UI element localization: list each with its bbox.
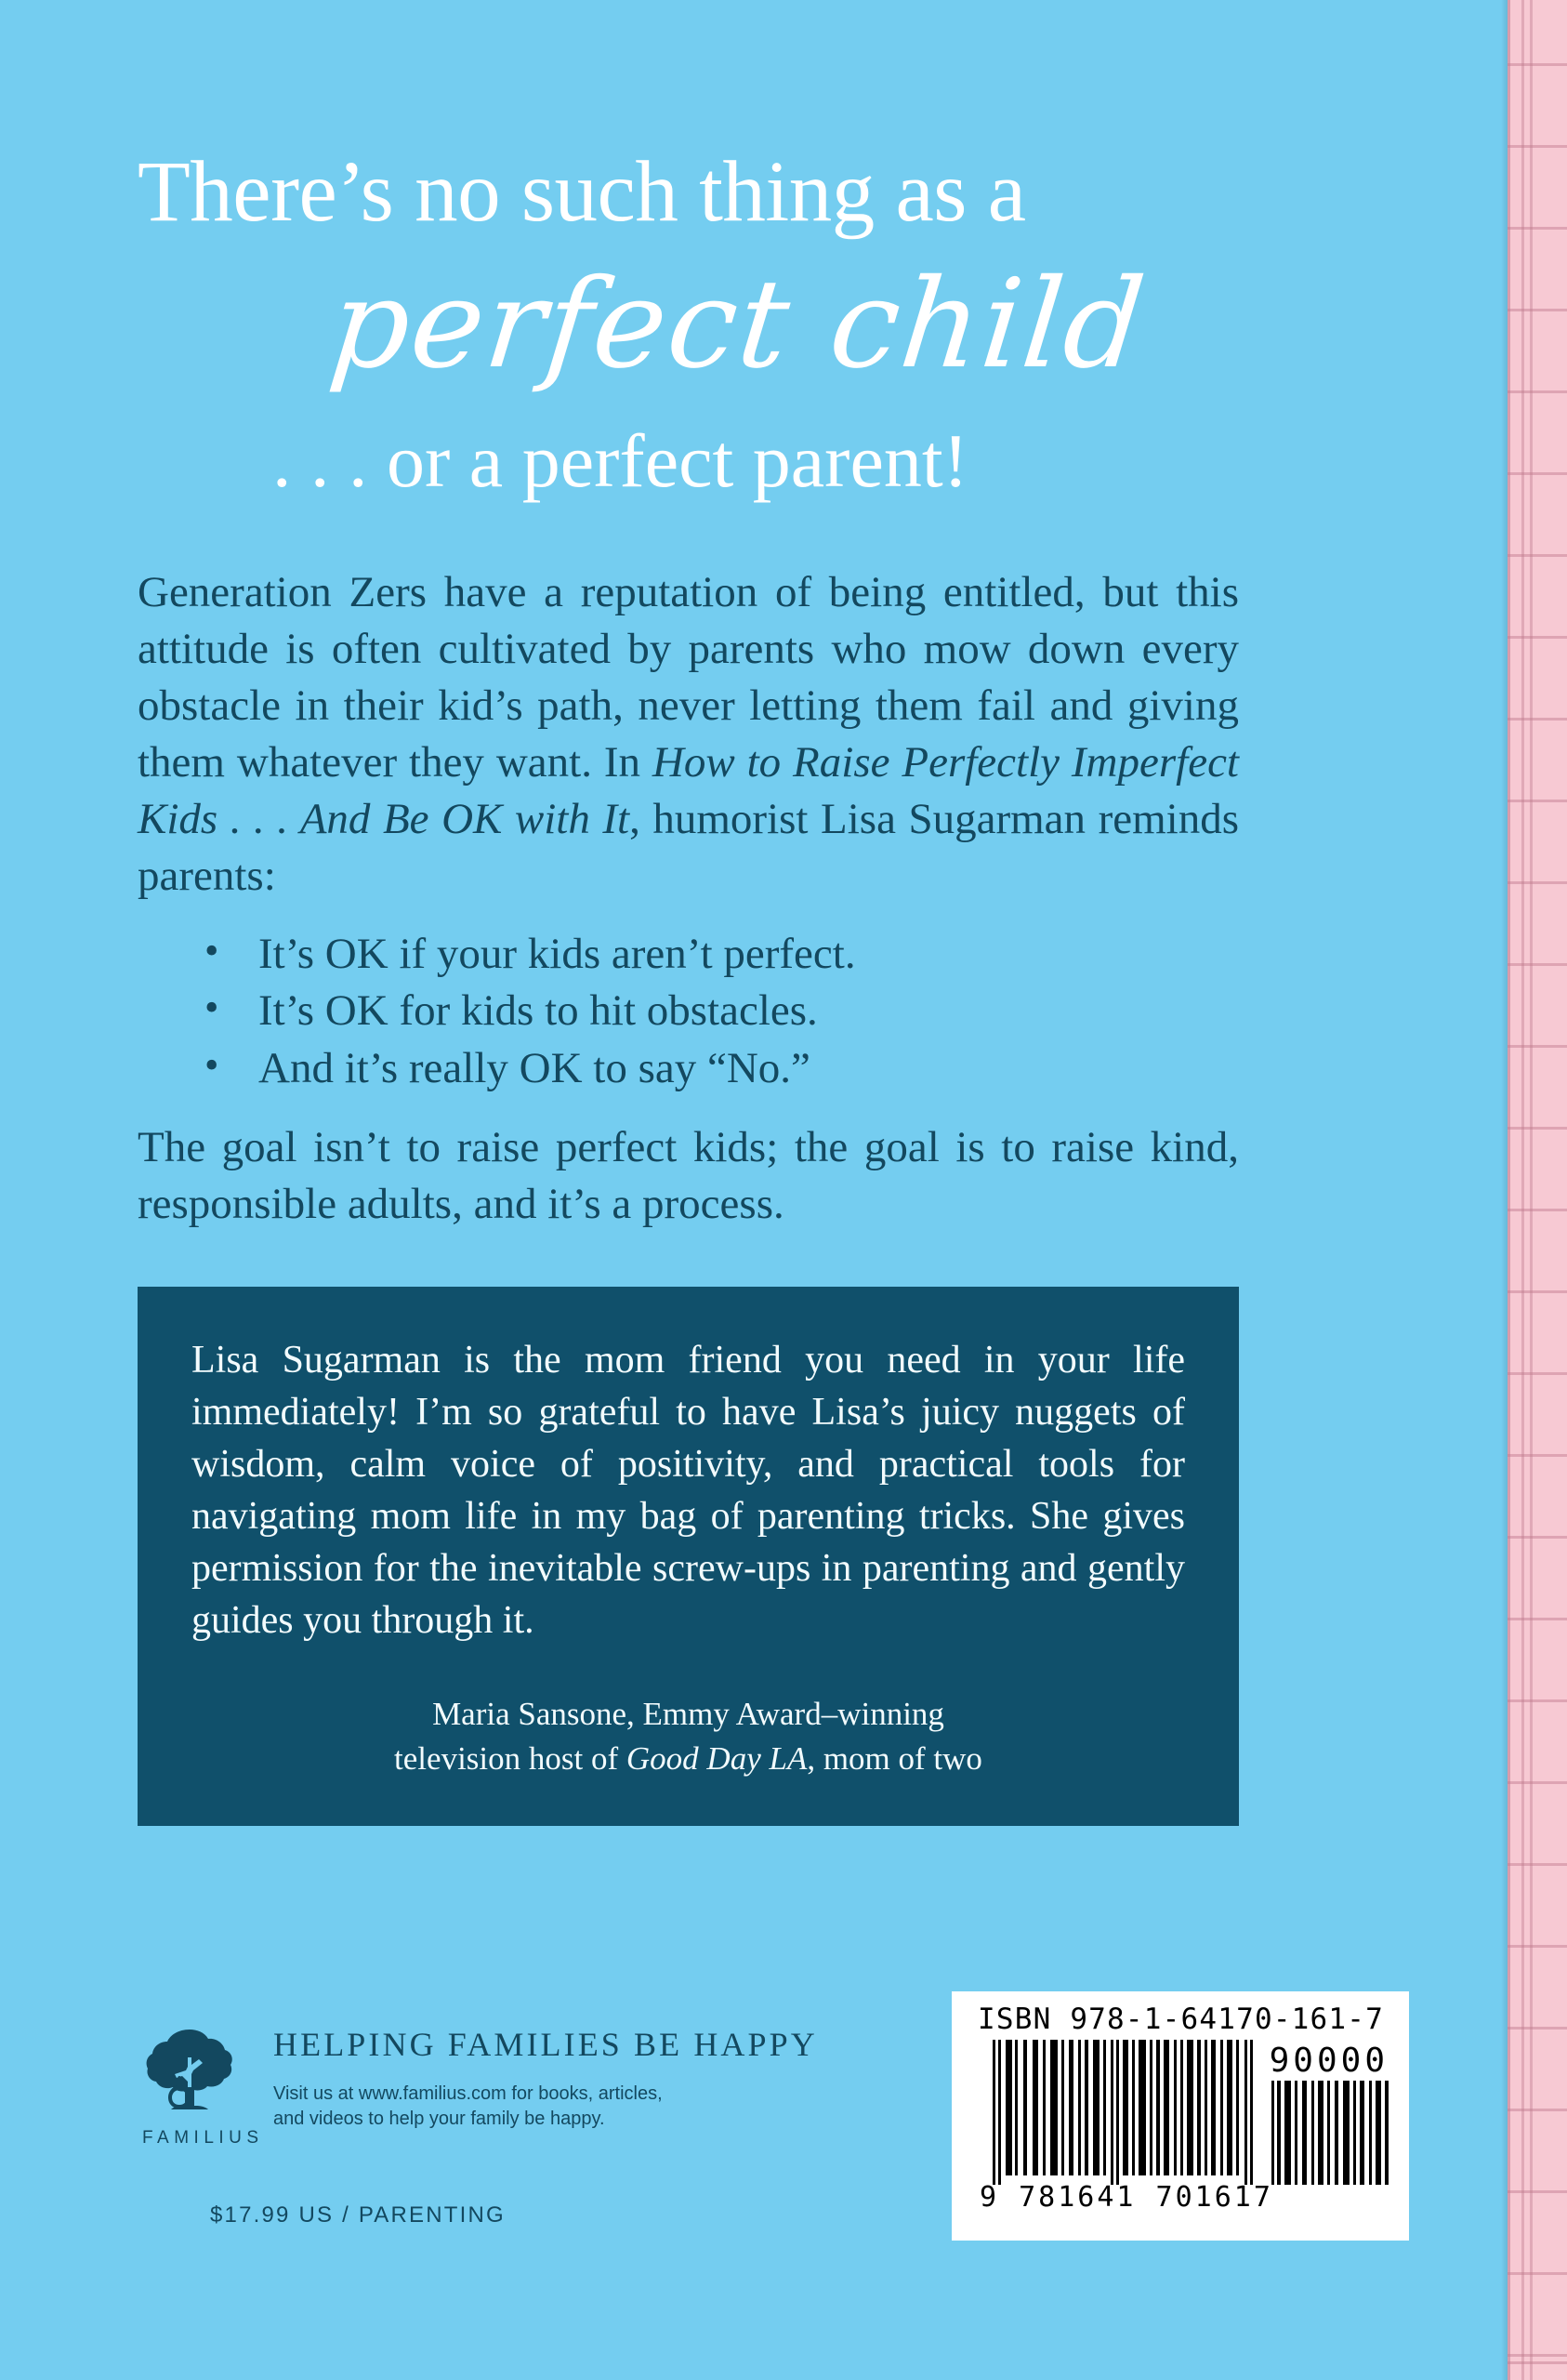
list-item: • It’s OK for kids to hit obstacles. (204, 983, 1239, 1040)
body-copy-block (138, 564, 1239, 1233)
testimonial-quote: Lisa Sugarman is the mom friend you need in your life immediately! I’m so grateful to have Lisa’s juicy nuggets of wisdom, calm voice of positivity, and practical tools for navigating mom life in my bag of parenting tricks. She gives permission for the inevitable screw-ups in parenting and gently guides you through it. (191, 1339, 1185, 1642)
body-paragraph-closing: The goal isn’t to raise perfect kids; the goal is to raise kind, responsible adults, and it’s a process. (138, 1123, 1239, 1229)
ean13-bars (993, 2040, 1255, 2185)
publisher-visit-text: Visit us at www.familius.com for books, articles, and videos to help your family be happy. (273, 2083, 663, 2129)
tree-with-tire-swing-icon (141, 2026, 238, 2122)
body-paragraph-intro (138, 564, 1239, 906)
book-title-italic: How to Raise Perfectly Imperfect Kids . . . And Be OK with It (138, 738, 1239, 844)
list-item: • It’s OK if your kids aren’t perfect. (204, 926, 1239, 984)
barcode-ean-number: 9 781641 701617 (980, 2181, 1273, 2214)
attribution-role-pre: television host of (394, 1739, 626, 1777)
isbn-number-text: ISBN 978-1-64170-161-7 (978, 2003, 1384, 2036)
publisher-text (273, 2022, 818, 2132)
testimonial-box (138, 1287, 1239, 1826)
publisher-block (138, 2022, 818, 2149)
testimonial-attribution (191, 1692, 1185, 1782)
barcode-addon-number: 90000 (1269, 2042, 1389, 2080)
bullet-list (138, 926, 1239, 1098)
front-cover-pink-grid-edge (1508, 0, 1567, 2380)
price-and-category: $17.99 US / PARENTING (210, 2202, 506, 2228)
body-text-part-2: , humorist Lisa Sugarman reminds parents: (138, 795, 1239, 901)
attribution-role-post: , mom of two (807, 1739, 982, 1777)
familius-logo (138, 2022, 264, 2149)
list-item: • And it’s really OK to say “No.” (204, 1040, 1239, 1098)
barcode-addon-bars (1271, 2081, 1390, 2185)
body-text-part-1: Generation Zers have a reputation of being entitled, but this attitude is often cultivated by parents who mow down every obstacle in their kid’s path, never letting them fail and giving them whatever they want. In (138, 568, 1239, 787)
familius-wordmark: FAMILIUS (142, 2128, 264, 2148)
attribution-show-italic: Good Day LA (625, 1739, 808, 1777)
cover-edge-shadow (1501, 0, 1508, 2380)
publisher-tagline: HELPING FAMILIES BE HAPPY (273, 2026, 818, 2063)
isbn-barcode (952, 1991, 1409, 2241)
barcode-bars-row (967, 2040, 1394, 2214)
headline-line-1: There’s no such thing as a (138, 144, 1026, 240)
cover-content (138, 0, 1448, 1826)
attribution-name: Maria Sansone, Emmy Award–winning (432, 1695, 944, 1732)
headline-line-3: . . . or a perfect parent! (272, 418, 968, 503)
headline-script-perfect-child: perfect child (323, 253, 1153, 396)
